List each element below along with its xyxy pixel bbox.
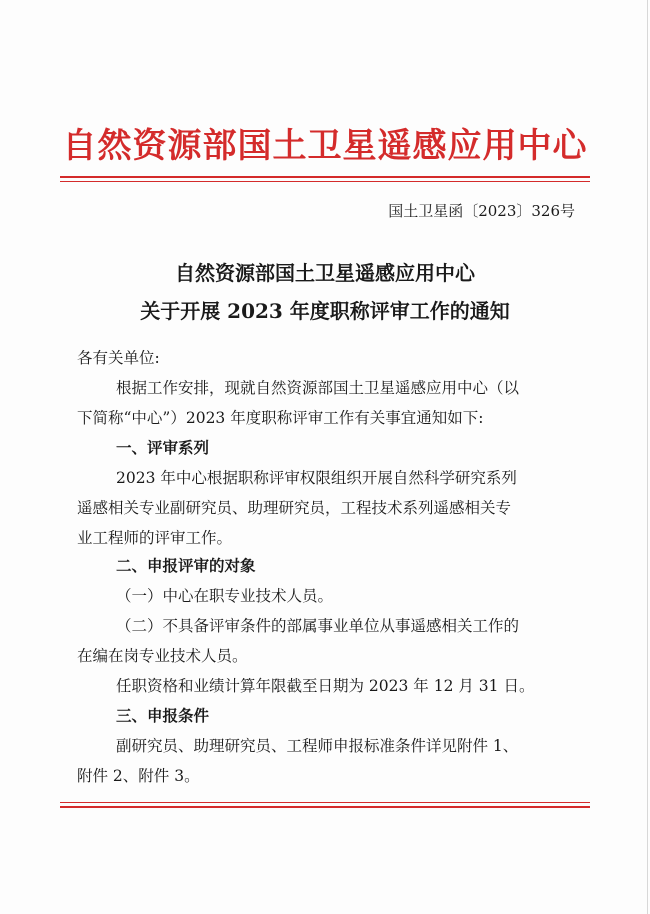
- section2-deadline: 任职资格和业绩计算年限截至日期为 2023 年 12 月 31 日。: [116, 677, 535, 695]
- section3-line1: 副研究员、助理研究员、工程师申报标准条件详见附件 1、: [116, 737, 519, 755]
- footer-red-rule: [60, 806, 590, 808]
- document-number: 国土卫星函〔2023〕326号: [388, 202, 575, 220]
- org-header-title: 自然资源部国土卫星遥感应用中心: [62, 126, 588, 166]
- section1-line3: 业工程师的评审工作。: [77, 529, 233, 547]
- intro-paragraph-line1: 根据工作安排，现就自然资源部国土卫星遥感应用中心（以: [116, 379, 520, 397]
- section2-item1: （一）中心在职专业技术人员。: [116, 587, 334, 605]
- notice-title-line2: 关于开展 2023 年度职称评审工作的通知: [140, 299, 510, 323]
- section2-heading: 二、申报评审的对象: [116, 557, 256, 575]
- intro-paragraph-line2: 下简称“中心”）2023 年度职称评审工作有关事宜通知如下:: [77, 409, 484, 427]
- notice-title-line1: 自然资源部国土卫星遥感应用中心: [175, 261, 475, 285]
- section1-line1: 2023 年中心根据职称评审权限组织开展自然科学研究系列: [116, 469, 517, 487]
- section3-heading: 三、申报条件: [116, 707, 210, 725]
- section1-line2: 遥感相关专业副研究员、助理研究员，工程技术系列遥感相关专: [77, 499, 512, 517]
- section1-heading: 一、评审系列: [116, 439, 210, 457]
- header-red-rule-thin: [60, 181, 590, 182]
- scan-edge: [647, 0, 648, 914]
- section2-item2-line2: 在编在岗专业技术人员。: [77, 647, 248, 665]
- salutation: 各有关单位:: [77, 349, 160, 367]
- section2-item2-line1: （二）不具备评审条件的部属事业单位从事遥感相关工作的: [116, 617, 520, 635]
- footer-red-rule-thin: [60, 802, 590, 803]
- section3-line2: 附件 2、附件 3。: [77, 767, 200, 785]
- header-red-rule: [60, 176, 590, 178]
